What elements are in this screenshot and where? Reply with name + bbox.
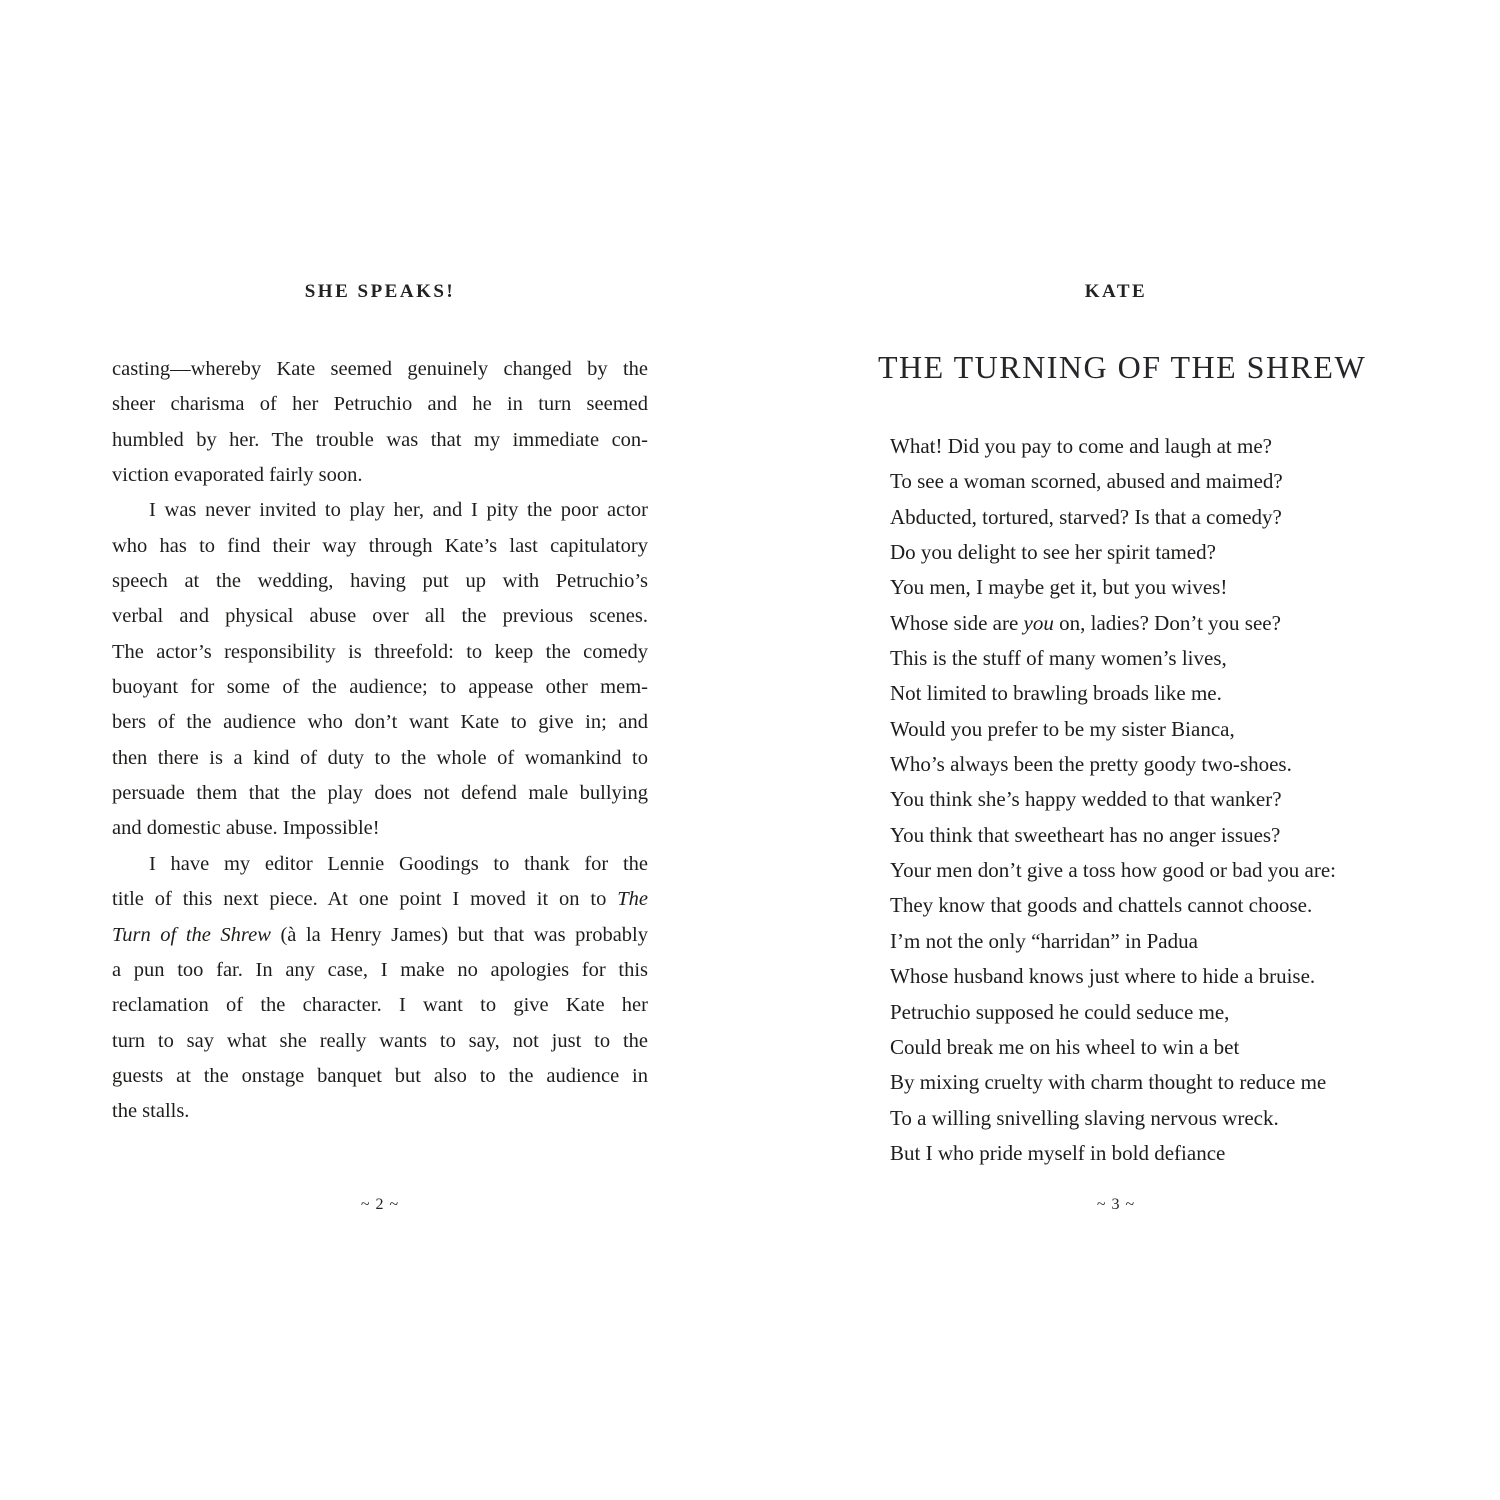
text-segment: speech at the wedding, having put up with Petruchio’s	[112, 570, 648, 593]
text-segment: I was never invited to play her, and I pity the poor actor	[149, 499, 648, 522]
text-line	[890, 853, 1344, 888]
text-line	[890, 712, 1344, 747]
text-line	[112, 387, 648, 422]
text-line	[112, 670, 648, 705]
text-segment: buoyant for some of the audience; to appease other mem-	[112, 676, 648, 699]
page-number-right: ~ 3 ~	[1096, 1196, 1136, 1213]
text-line	[112, 705, 648, 740]
text-segment: guests at the onstage banquet but also to the audience in	[112, 1064, 648, 1087]
text-line	[112, 988, 648, 1023]
text-segment: This is the stuff of many women’s lives,	[890, 646, 1227, 671]
text-line	[890, 464, 1344, 499]
text-line	[890, 500, 1344, 535]
text-segment: title of this next piece. At one point I moved it on to	[112, 888, 618, 911]
text-line	[112, 918, 648, 953]
text-line	[112, 635, 648, 670]
text-line	[890, 641, 1344, 676]
text-segment: Whose side are	[890, 610, 1024, 635]
text-segment: Not limited to brawling broads like me.	[890, 681, 1222, 706]
text-line	[890, 1136, 1344, 1171]
text-segment: viction evaporated fairly soon.	[112, 464, 363, 487]
text-line	[112, 564, 648, 599]
text-segment: What! Did you pay to come and laugh at me?	[890, 434, 1272, 458]
text-segment: who has to find their way through Kate’s last capitulatory	[112, 534, 648, 557]
text-line	[890, 429, 1344, 464]
text-line	[890, 606, 1344, 641]
text-line	[112, 847, 648, 882]
text-segment: Could break me on his wheel to win a bet	[890, 1034, 1240, 1059]
text-segment: turn to say what she really wants to say, not just to the	[112, 1029, 648, 1052]
text-line	[890, 676, 1344, 711]
text-line	[112, 529, 648, 564]
text-segment: the stalls.	[112, 1100, 190, 1123]
text-segment: I’m not the only “harridan” in Padua	[890, 928, 1198, 953]
text-line	[112, 882, 648, 917]
text-segment: You think she’s happy wedded to that wanker?	[890, 787, 1282, 812]
text-line	[112, 423, 648, 458]
text-segment: I have my editor Lennie Goodings to thank for the	[149, 852, 648, 875]
text-segment: (à la Henry James) but that was probably	[270, 923, 648, 946]
text-line	[112, 1059, 648, 1094]
text-segment: reclamation of the character. I want to give Kate her	[112, 994, 648, 1017]
text-segment: To see a woman scorned, abused and maimed?	[890, 469, 1283, 494]
text-segment: Who’s always been the pretty goody two-shoes.	[890, 752, 1292, 777]
text-segment: verbal and physical abuse over all the previous scenes.	[112, 605, 648, 628]
text-segment: and domestic abuse. Impossible!	[112, 817, 380, 840]
text-line	[890, 1030, 1344, 1065]
text-line	[112, 776, 648, 811]
text-line	[890, 888, 1344, 923]
running-header-left: SHE SPEAKS!	[304, 281, 456, 302]
text-segment: But I who pride myself in bold defiance	[890, 1140, 1226, 1165]
text-line	[890, 924, 1344, 959]
text-line	[890, 818, 1344, 853]
text-segment: Do you delight to see her spirit tamed?	[890, 540, 1217, 565]
text-line	[112, 1024, 648, 1059]
running-header-right: KATE	[1084, 281, 1148, 302]
text-segment: casting—whereby Kate seemed genuinely changed by the	[112, 358, 648, 380]
text-segment: You men, I maybe get it, but you wives!	[890, 575, 1228, 600]
poem-body	[890, 429, 1344, 1171]
page-left	[112, 0, 648, 1500]
italic-text: you	[1023, 610, 1054, 635]
page-right	[878, 0, 1367, 1500]
text-segment: humbled by her. The trouble was that my immediate con-	[112, 428, 648, 451]
page-number-left: ~ 2 ~	[360, 1196, 400, 1213]
text-segment: sheer charisma of her Petruchio and he in turn seemed	[112, 393, 648, 416]
text-segment: Your men don’t give a toss how good or bad you are:	[890, 858, 1337, 883]
text-line	[112, 741, 648, 776]
text-segment: Whose husband knows just where to hide a bruise.	[890, 964, 1316, 989]
text-line	[112, 953, 648, 988]
text-segment: a pun too far. In any case, I make no apologies for this	[112, 958, 648, 981]
text-line	[890, 959, 1344, 994]
text-line	[890, 995, 1344, 1030]
text-line	[890, 782, 1344, 817]
prose-body	[112, 352, 648, 1130]
text-line	[890, 570, 1344, 605]
text-segment: Petruchio supposed he could seduce me,	[890, 999, 1230, 1024]
text-line	[112, 352, 648, 387]
poem-title: THE TURNING OF THE SHREW	[878, 349, 1367, 385]
text-line	[890, 1101, 1344, 1136]
text-segment: persuade them that the play does not defend male bullying	[112, 782, 648, 805]
text-segment: on, ladies? Don’t you see?	[1053, 610, 1281, 635]
text-line	[112, 811, 648, 846]
text-segment: Would you prefer to be my sister Bianca,	[890, 716, 1235, 741]
text-segment: By mixing cruelty with charm thought to reduce me	[890, 1070, 1327, 1095]
text-line	[890, 535, 1344, 570]
text-line	[112, 493, 648, 528]
text-line	[112, 458, 648, 493]
italic-text: Turn of the Shrew	[112, 923, 271, 946]
text-segment: They know that goods and chattels cannot choose.	[890, 893, 1313, 918]
text-segment: then there is a kind of duty to the whole of womankind to	[112, 746, 648, 769]
text-line	[890, 1065, 1344, 1100]
text-line	[890, 747, 1344, 782]
text-segment: The actor’s responsibility is threefold: to keep the comedy	[112, 640, 648, 663]
text-line	[112, 599, 648, 634]
text-segment: Abducted, tortured, starved? Is that a comedy?	[890, 504, 1282, 529]
italic-text: The	[617, 888, 648, 911]
text-segment: bers of the audience who don’t want Kate to give in; and	[112, 711, 648, 734]
text-segment: To a willing snivelling slaving nervous wreck.	[890, 1105, 1279, 1130]
text-segment: You think that sweetheart has no anger issues?	[890, 822, 1281, 847]
text-line	[112, 1094, 648, 1129]
